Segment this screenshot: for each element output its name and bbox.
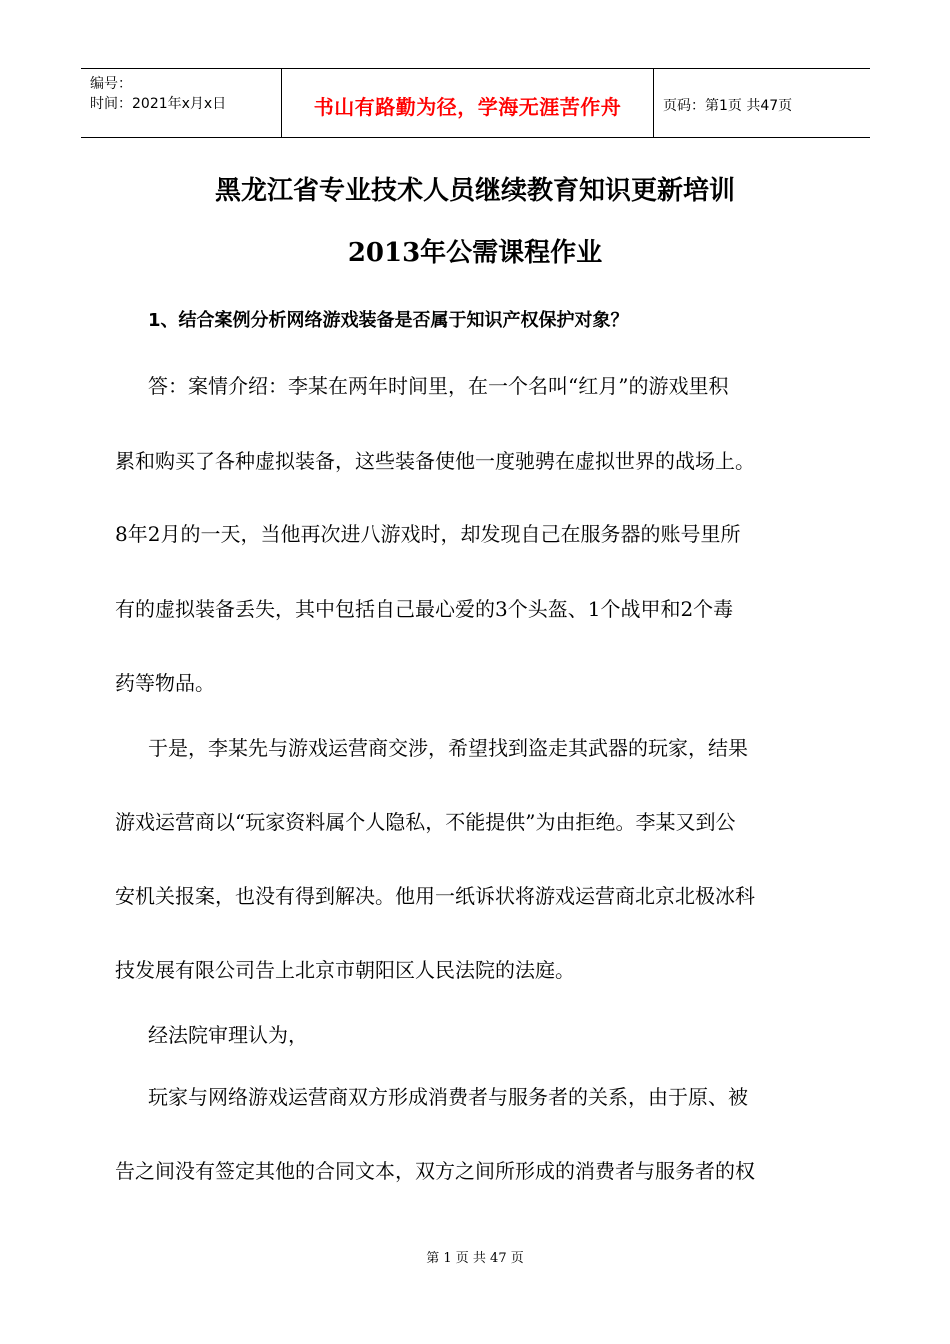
body-line: 累和购买了各种虚拟装备，这些装备使他一度驰骋在虚拟世界的战场上。	[115, 449, 755, 473]
body-line: 8年2月的一天，当他再次进八游戏时，却发现自己在服务器的账号里所	[115, 522, 741, 546]
body-line: 游戏运营商以“玩家资料属个人隐私，不能提供”为由拒绝。李某又到公	[115, 810, 736, 834]
body-line: 技发展有限公司告上北京市朝阳区人民法院的法庭。	[115, 958, 575, 982]
motto-text: 书山有路勤为径，学海无涯苦作舟	[313, 95, 622, 119]
question-heading: 1、结合案例分析网络游戏装备是否属于知识产权保护对象？	[148, 310, 629, 331]
body-line: 答：案情介绍：李某在两年时间里，在一个名叫“红月”的游戏里积	[148, 374, 729, 398]
page-footer: 第 1 页 共 47 页	[426, 1251, 524, 1266]
body-line: 有的虚拟装备丢失，其中包括自己最心爱的3个头盔、1个战甲和2个毒	[115, 597, 734, 621]
document-title-line1: 黑龙江省专业技术人员继续教育知识更新培训	[214, 176, 735, 206]
header-motto-cell	[282, 69, 654, 137]
header-info-cell	[81, 69, 282, 137]
body-line: 经法院审理认为，	[148, 1023, 308, 1047]
body-line: 安机关报案，也没有得到解决。他用一纸诉状将游戏运营商北京北极冰科	[115, 884, 755, 908]
document-header	[81, 68, 870, 138]
page-count-label: 页码：第1页 共47页	[663, 98, 793, 114]
number-label: 编号：	[90, 76, 132, 92]
body-line: 于是，李某先与游戏运营商交涉，希望找到盗走其武器的玩家，结果	[148, 736, 748, 760]
header-page-cell	[654, 69, 870, 137]
document-title-line2: 2013年公需课程作业	[347, 238, 603, 268]
body-line: 药等物品。	[115, 671, 215, 695]
date-label: 时间：2021年x月x日	[90, 96, 227, 112]
body-line: 玩家与网络游戏运营商双方形成消费者与服务者的关系，由于原、被	[148, 1085, 748, 1109]
body-line: 告之间没有签定其他的合同文本，双方之间所形成的消费者与服务者的权	[115, 1159, 755, 1183]
